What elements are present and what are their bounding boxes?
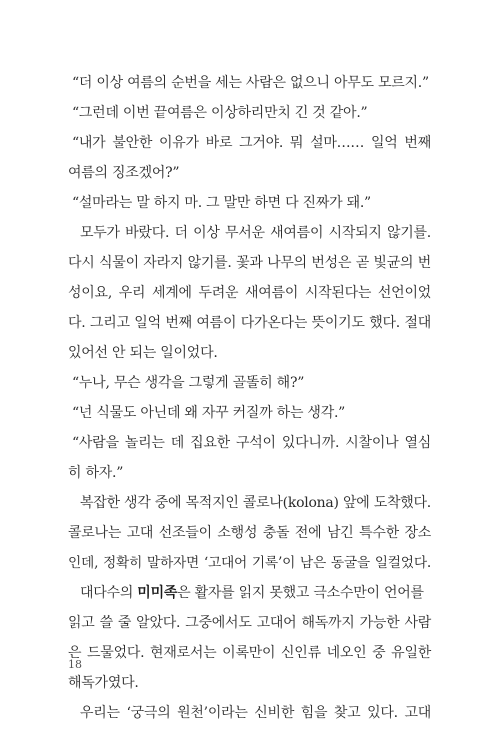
text-line: 성이요, 우리 세계에 두려운 새여름이 시작된다는 선언이었: [68, 285, 431, 301]
text-line: 우리는 ‘궁극의 원천’이라는 신비한 힘을 찾고 있다. 고대: [80, 705, 431, 721]
text-line: “더 이상 여름의 순번을 세는 사람은 없으니 아무도 모르지.”: [72, 75, 429, 91]
text-line: 모두가 바랐다. 더 이상 무서운 새여름이 시작되지 않기를.: [80, 225, 431, 241]
text-line: 은 드물었다. 현재로서는 이록만이 신인류 네오인 중 유일한: [68, 645, 431, 661]
text-line: “내가 불안한 이유가 바로 그거야. 뭐 설마…… 일억 번째: [72, 135, 431, 151]
text-line: [68, 578, 431, 608]
text-line: 있어선 안 되는 일이었다.: [68, 345, 218, 361]
text-line: 히 하자.”: [68, 465, 124, 481]
text-line: 해독가였다.: [68, 675, 139, 691]
text-line: 다시 식물이 자라지 않기를. 꽃과 나무의 번성은 곧 빛균의 번: [68, 255, 431, 271]
text-fragment: 은 활자를 읽지 못했고 극소수만이 언어를: [177, 585, 424, 601]
text-line: “넌 식물도 아닌데 왜 자꾸 커질까 하는 생각.”: [72, 405, 346, 421]
text-line: 읽고 쓸 줄 알았다. 그중에서도 고대어 해독까지 가능한 사람: [68, 615, 431, 631]
text-fragment: 대다수의: [80, 585, 138, 601]
text-line: 여름의 징조겠어?”: [68, 165, 180, 181]
emphasized-term: 미미족: [137, 585, 178, 601]
text-line: “사람을 놀리는 데 집요한 구석이 있다니까. 시찰이나 열심: [72, 435, 431, 451]
text-line: 다. 그리고 일억 번째 여름이 다가온다는 뜻이기도 했다. 절대: [68, 315, 431, 331]
text-line: “그런데 이번 끝여름은 이상하리만치 긴 것 같아.”: [72, 105, 368, 121]
text-line: 복잡한 생각 중에 목적지인 콜로나(kolona) 앞에 도착했다.: [80, 495, 431, 511]
body-text: [68, 68, 431, 728]
text-line: 콜로나는 고대 선조들이 소행성 충돌 전에 남긴 특수한 장소: [68, 525, 431, 541]
text-line: 인데, 정확히 말하자면 ‘고대어 기록’이 남은 동굴을 일컬었다.: [68, 555, 431, 571]
page-number: 18: [68, 658, 82, 671]
text-line: “설마라는 말 하지 마. 그 말만 하면 다 진짜가 돼.”: [72, 195, 371, 211]
text-line: “누나, 무슨 생각을 그렇게 골똘히 해?”: [72, 375, 305, 391]
